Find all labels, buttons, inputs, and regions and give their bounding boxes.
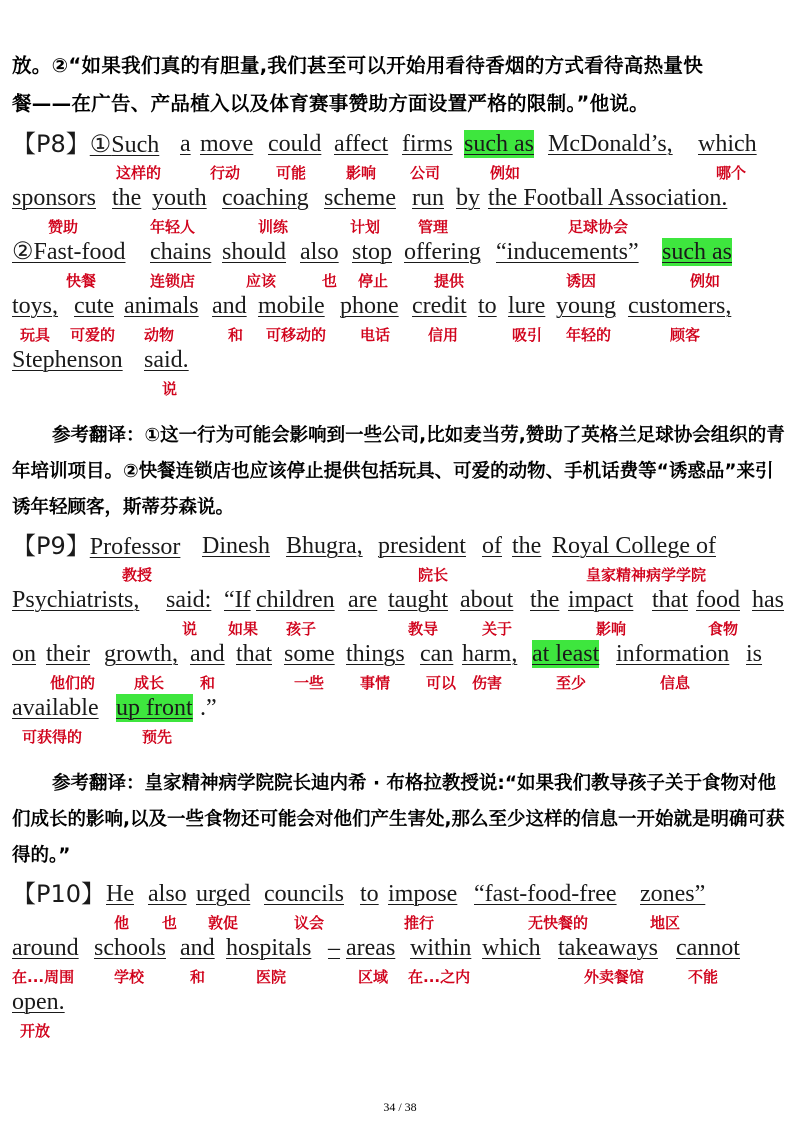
word: also xyxy=(300,239,339,265)
word: hospitals xyxy=(226,935,312,961)
gloss: 食物 xyxy=(708,620,739,638)
word: said: xyxy=(166,587,212,613)
paragraph-label: 【P8】 xyxy=(12,130,90,158)
gloss: 敦促 xyxy=(208,914,239,932)
word: and xyxy=(212,293,247,319)
word: He xyxy=(106,881,134,907)
gloss: 事情 xyxy=(360,674,391,692)
word: information xyxy=(616,641,730,667)
word: to xyxy=(478,293,497,319)
word: the xyxy=(530,587,560,613)
word: cute xyxy=(74,293,114,319)
gloss: 预先 xyxy=(142,728,173,746)
gloss: 教导 xyxy=(408,620,439,638)
word: harm, xyxy=(462,641,518,667)
gloss: 教授 xyxy=(122,566,153,584)
word: Stephenson xyxy=(12,347,123,373)
gloss: 皇家精神病学学院 xyxy=(586,566,707,584)
word: of xyxy=(482,533,502,559)
word: toys, xyxy=(12,293,59,319)
gloss: 外卖餐馆 xyxy=(584,968,645,986)
continued-text-line-2: 餐——在广告、产品植入以及体育赛事赞助方面设置严格的限制。”他说。 xyxy=(12,92,649,115)
word: lure xyxy=(508,293,546,319)
gloss: 在...周围 xyxy=(12,968,75,986)
word: Dinesh xyxy=(202,533,270,559)
gloss: 孩子 xyxy=(286,620,317,638)
word: move xyxy=(200,131,254,157)
circle-number: ① xyxy=(89,132,112,158)
word: impose xyxy=(388,881,458,907)
gloss: 如果 xyxy=(228,620,259,638)
word: also xyxy=(148,881,187,907)
word: young xyxy=(556,293,616,319)
word: has xyxy=(752,587,784,613)
gloss: 玩具 xyxy=(20,326,51,344)
word: Fast-food xyxy=(33,239,126,265)
word: Psychiatrists, xyxy=(12,587,140,613)
gloss: 连锁店 xyxy=(150,272,196,290)
gloss: 信息 xyxy=(660,674,691,692)
word: run xyxy=(412,185,444,211)
word: coaching xyxy=(222,185,309,211)
word: said. xyxy=(144,347,189,373)
gloss: 说 xyxy=(162,380,178,398)
gloss: 赞助 xyxy=(48,218,79,236)
word: president xyxy=(378,533,466,559)
gloss: 电话 xyxy=(360,326,391,344)
gloss: 院长 xyxy=(418,566,449,584)
gloss: 可能 xyxy=(276,164,307,182)
word: McDonald’s, xyxy=(548,131,673,157)
gloss: 关于 xyxy=(482,620,513,638)
word: chains xyxy=(150,239,212,265)
gloss: 例如 xyxy=(690,272,721,290)
continued-text-line-1: 放。②“如果我们真的有胆量,我们甚至可以开始用看待香烟的方式看待高热量快 xyxy=(12,54,704,77)
word: Bhugra, xyxy=(286,533,363,559)
gloss: 计划 xyxy=(350,218,381,236)
word: “If xyxy=(224,587,251,613)
gloss: 说 xyxy=(182,620,198,638)
word: credit xyxy=(412,293,467,319)
word: “inducements” xyxy=(496,239,639,265)
translation-text: 皇家精神病学院院长迪内希 · 布格拉教授说:“如果我们教导孩子关于食物对他们成长的影响,以及一些食物还可能会对他们产生害处,那么至少这样的信息一开始就是明确可获得的。” xyxy=(12,773,785,866)
word: could xyxy=(268,131,322,157)
gloss: 他们的 xyxy=(50,674,96,692)
word: mobile xyxy=(258,293,325,319)
reference-translation-p8 xyxy=(12,418,788,526)
word: within xyxy=(410,935,472,961)
word: customers, xyxy=(628,293,732,319)
gloss: 管理 xyxy=(418,218,449,236)
paragraph-label: 【P9】 xyxy=(12,532,90,560)
gloss: 区域 xyxy=(358,968,389,986)
gloss: 成长 xyxy=(134,674,165,692)
word: takeaways xyxy=(558,935,658,961)
gloss: 他 xyxy=(114,914,130,932)
gloss: 伤害 xyxy=(472,674,503,692)
gloss: 这样的 xyxy=(116,164,162,182)
word: should xyxy=(222,239,287,265)
word: some xyxy=(284,641,335,667)
gloss: 公司 xyxy=(410,164,441,182)
word: youth xyxy=(152,185,207,211)
gloss: 提供 xyxy=(434,272,465,290)
word: children xyxy=(256,587,335,613)
word: offering xyxy=(404,239,481,265)
word: the xyxy=(112,185,142,211)
word: cannot xyxy=(676,935,740,961)
gloss: 吸引 xyxy=(512,326,543,344)
gloss: 动物 xyxy=(144,326,175,344)
highlighted-phrase: such as xyxy=(464,131,534,157)
highlighted-phrase: such as xyxy=(662,239,732,265)
gloss: 信用 xyxy=(428,326,459,344)
word: can xyxy=(420,641,454,667)
closing-quote: .” xyxy=(200,695,217,721)
page-number-footer xyxy=(0,1100,800,1115)
word: and xyxy=(180,935,215,961)
gloss: 停止 xyxy=(358,272,389,290)
translation-label: 参考翻译： xyxy=(52,425,145,446)
word: their xyxy=(46,641,90,667)
word: scheme xyxy=(324,185,396,211)
circle-number: ② xyxy=(12,239,34,265)
word: and xyxy=(190,641,225,667)
gloss: 哪个 xyxy=(716,164,747,182)
gloss: 年轻人 xyxy=(150,218,196,236)
translation-label: 参考翻译： xyxy=(52,773,145,794)
word: to xyxy=(360,881,379,907)
gloss: 应该 xyxy=(246,272,277,290)
gloss: 至少 xyxy=(556,674,587,692)
gloss: 可获得的 xyxy=(22,728,83,746)
word: that xyxy=(652,587,688,613)
gloss: 推行 xyxy=(404,914,435,932)
gloss: 议会 xyxy=(294,914,325,932)
paragraph-label: 【P10】 xyxy=(12,880,106,908)
word: councils xyxy=(264,881,344,907)
gloss: 训练 xyxy=(258,218,289,236)
word: sponsors xyxy=(12,185,97,211)
gloss: 医院 xyxy=(256,968,287,986)
gloss: 一些 xyxy=(294,674,325,692)
gloss: 行动 xyxy=(210,164,241,182)
gloss: 足球协会 xyxy=(568,218,629,236)
page-separator: / xyxy=(398,1100,402,1114)
word: is xyxy=(746,641,763,667)
word: – xyxy=(328,935,340,961)
gloss: 开放 xyxy=(20,1022,51,1040)
word: available xyxy=(12,695,99,721)
gloss: 地区 xyxy=(650,914,681,932)
gloss: 和 xyxy=(228,326,244,344)
word: about xyxy=(460,587,514,613)
word: urged xyxy=(196,881,251,907)
word: on xyxy=(12,641,36,667)
highlighted-phrase: up front xyxy=(116,695,193,721)
gloss: 学校 xyxy=(114,968,145,986)
word: animals xyxy=(124,293,199,319)
word: which xyxy=(698,131,757,157)
word: firms xyxy=(402,131,453,157)
gloss: 年轻的 xyxy=(566,326,612,344)
word: that xyxy=(236,641,272,667)
gloss: 例如 xyxy=(490,164,521,182)
word: schools xyxy=(94,935,166,961)
gloss: 影响 xyxy=(346,164,377,182)
gloss: 可以 xyxy=(426,674,457,692)
word: a xyxy=(180,131,191,157)
word: Such xyxy=(111,132,160,158)
gloss: 也 xyxy=(322,272,338,290)
word: which xyxy=(482,935,541,961)
word: growth, xyxy=(104,641,178,667)
word: Professor xyxy=(89,534,181,560)
gloss: 可爱的 xyxy=(70,326,116,344)
word: by xyxy=(456,185,480,211)
word: “fast-food-free xyxy=(474,881,617,907)
word: the xyxy=(512,533,542,559)
gloss: 也 xyxy=(162,914,178,932)
word: zones” xyxy=(640,881,706,907)
gloss: 可移动的 xyxy=(266,326,327,344)
highlighted-phrase: at least xyxy=(532,641,600,667)
total-pages: 38 xyxy=(404,1100,417,1114)
current-page: 34 xyxy=(383,1100,396,1114)
word: areas xyxy=(346,935,396,961)
word: open. xyxy=(12,989,65,1015)
word: taught xyxy=(388,587,448,613)
word: things xyxy=(346,641,405,667)
word: affect xyxy=(334,131,389,157)
translation-text: ①这一行为可能会影响到一些公司,比如麦当劳,赞助了英格兰足球协会组织的青年培训项目。②快餐连锁店也应该停止提供包括玩具、可爱的动物、手机话费等“诱惑品”来引诱年轻顾客，斯蒂芬森说。 xyxy=(12,425,785,518)
gloss: 无快餐的 xyxy=(528,914,589,932)
gloss: 影响 xyxy=(596,620,627,638)
gloss: 和 xyxy=(190,968,206,986)
gloss: 在...之内 xyxy=(408,968,471,986)
gloss: 快餐 xyxy=(66,272,97,290)
gloss: 和 xyxy=(200,674,216,692)
word: Royal College of xyxy=(552,533,716,559)
word: around xyxy=(12,935,79,961)
gloss: 不能 xyxy=(688,968,719,986)
word: food xyxy=(696,587,740,613)
word: phone xyxy=(340,293,399,319)
word: stop xyxy=(352,239,393,265)
word: impact xyxy=(568,587,634,613)
gloss: 诱因 xyxy=(566,272,597,290)
word: are xyxy=(348,587,378,613)
gloss: 顾客 xyxy=(670,326,701,344)
word: the Football Association. xyxy=(488,185,728,211)
reference-translation-p9 xyxy=(12,766,788,874)
